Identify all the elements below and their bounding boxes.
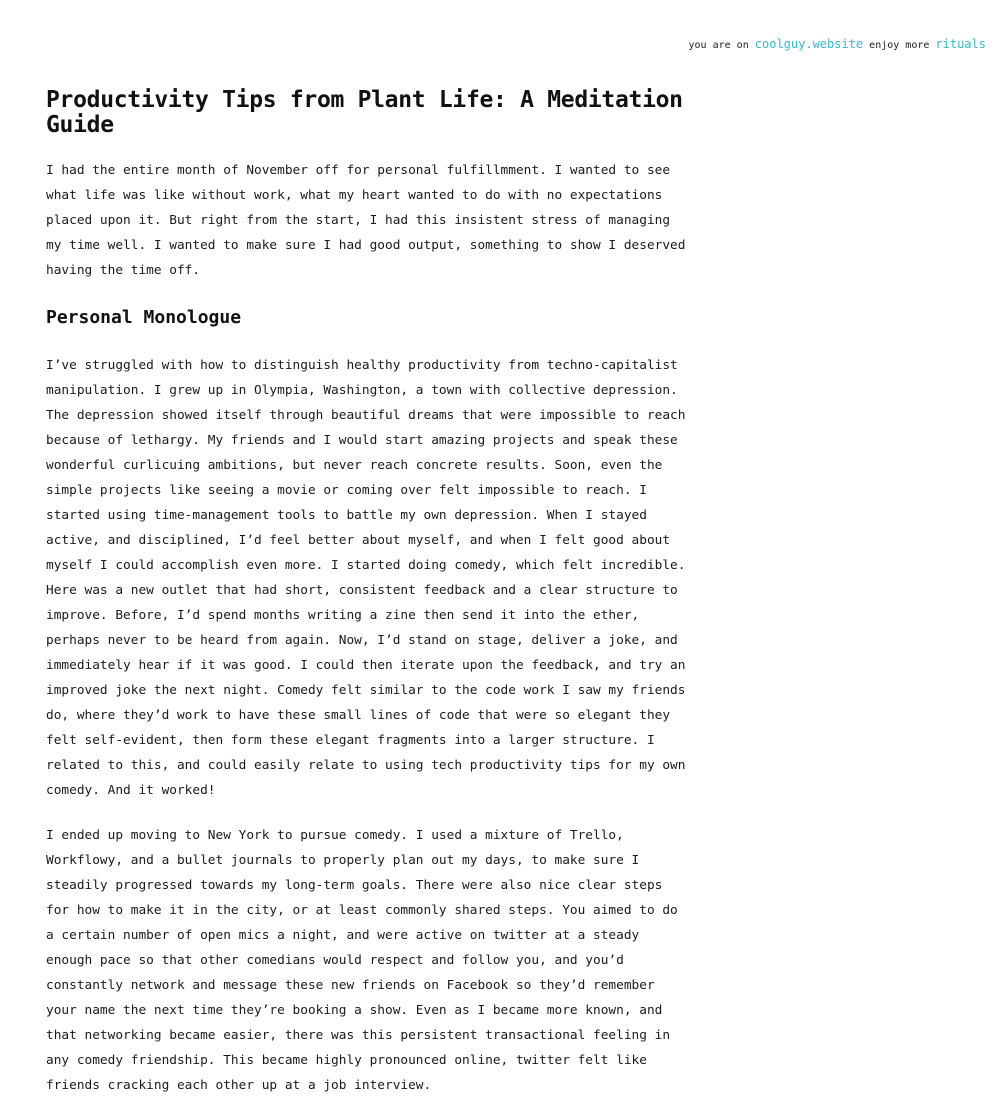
intro-paragraph: I had the entire month of November off for personal fulfillmment. I wanted to see what life was like without work, what my heart wanted to do with no expectations placed upon it. But right from the start, I had this insistent stress of managing my time well. I wanted to make sure I had good output, something to show I deserved having the time off. xyxy=(46,163,686,278)
site-home-link[interactable]: coolguy.website xyxy=(754,37,864,51)
monologue-paragraph-1: I’ve struggled with how to distinguish healthy productivity from techno-capitalist manipulation. I grew up in Olympia, Washington, a town with collective depression. The depression showed itself through beautiful dreams that were impossible to reach because of lethargy. My friends and I would start amazing projects and speak these wonderful curlicuing ambitions, but never reach concrete results. Soon, even the simple projects like seeing a movie or coming over felt impossible to reach. I started using time-management tools to battle my own depression. When I stayed active, and disciplined, I’d feel better about myself, and when I felt good about myself I could accomplish even more. I started doing comedy, which felt incredible. Here was a new outlet that had short, consistent feedback and a clear structure to improve. Before, I’d spend months writing a zine then send it into the ether, perhaps never to be heard from again. Now, I’d stand on stage, deliver a joke, and immediately hear if it was good. I could then iterate upon the feedback, and try an improved joke the next night. Comedy felt similar to the code work I saw my friends do, where they’d work to have these small lines of code that were so elegant they felt self-evident, then form these elegant fragments into a larger structure. I related to this, and could easily relate to using tech productivity tips for my own comedy. And it worked! xyxy=(46,358,686,798)
section-heading: Personal Monologue xyxy=(46,307,242,328)
article-title: Productivity Tips from Plant Life: A Meditation Guide xyxy=(46,87,683,138)
nav-prefix-text: you are on xyxy=(688,40,749,51)
monologue-paragraph-2: I ended up moving to New York to pursue comedy. I used a mixture of Trello, Workflowy, and a bullet journals to properly plan out my days, to make sure I steadily progressed towards my long-term goals. There were also nice clear steps for how to make it in the city, or at least commonly shared steps. You aimed to do a certain number of open mics a night, and were active on twitter at a steady enough pace so that other comedians would respect and follow you, and you’d constantly network and message these new friends on Facebook so they’d remember your name the next time they’re booking a show. Even as I became more known, and that networking became easier, there was this persistent transactional feeling in any comedy friendship. This became highly pronounced online, twitter felt like friends cracking each other up at a job interview. xyxy=(46,828,678,1093)
site-nav xyxy=(689,37,986,51)
rituals-link[interactable]: rituals xyxy=(935,37,986,51)
section-heading-wrap xyxy=(46,307,686,329)
nav-middle-text: enjoy more xyxy=(869,40,930,51)
article xyxy=(46,88,686,1098)
